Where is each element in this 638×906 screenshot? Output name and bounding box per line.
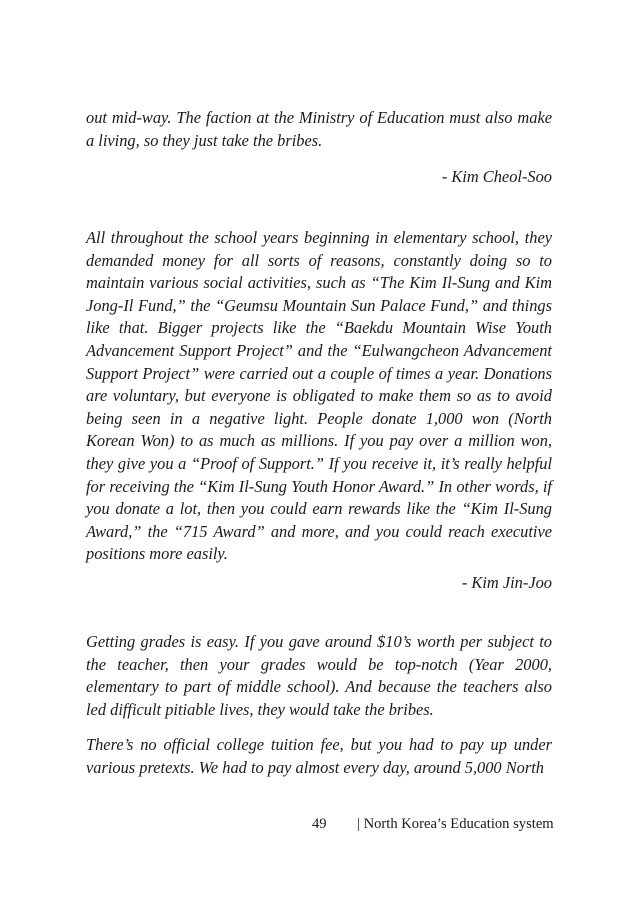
paragraph-2: All throughout the school years beginning in elementary school, they demanded money for all sorts of reasons, constantly doing so to maintain various social activities, such as “The Kim Il-Sung and Kim Jong-Il Fund,” the “Geumsu Mountain Sun Palace Fund,” and things like that. Bigger projects like the “Baekdu Mountain Wise Youth Advancement Support Project” and the “Eulwangcheon Advancement Support Project” were carried out a couple of times a year. Donations are voluntary, but everyone is obligated to make them so as to avoid being seen in a negative light. People donate 1,000 won (North Korean Won) to as much as millions. If you pay over a million won, they give you a “Proof of Support.” If you receive it, it’s really helpful for receiving the “Kim Il-Sung Youth Honor Award.” In other words, if you donate a lot, then you could earn rewards like the “Kim Il-Sung Award,” the “715 Award” and more, and you could reach executive positions more easily. xyxy=(86,228,552,564)
running-title: | North Korea’s Education system xyxy=(357,816,554,832)
page-number: 49 xyxy=(312,816,327,832)
paragraph-1: out mid-way. The faction at the Ministry of Education must also make a living, so they just take the bribes. xyxy=(86,108,552,150)
paragraph-4: There’s no official college tuition fee, but you had to pay up under various pretexts. We had to pay almost every day, around 5,000 North xyxy=(86,735,552,777)
paragraph-3: Getting grades is easy. If you gave around $10’s worth per subject to the teacher, then your grades would be top-notch (Year 2000, elementary to part of middle school). And because the teachers also led difficult pitiable lives, they would take the bribes. xyxy=(86,632,552,719)
attribution-kim-jin-joo: - Kim Jin-Joo xyxy=(461,573,552,592)
attribution-kim-cheol-soo: - Kim Cheol-Soo xyxy=(441,167,552,186)
